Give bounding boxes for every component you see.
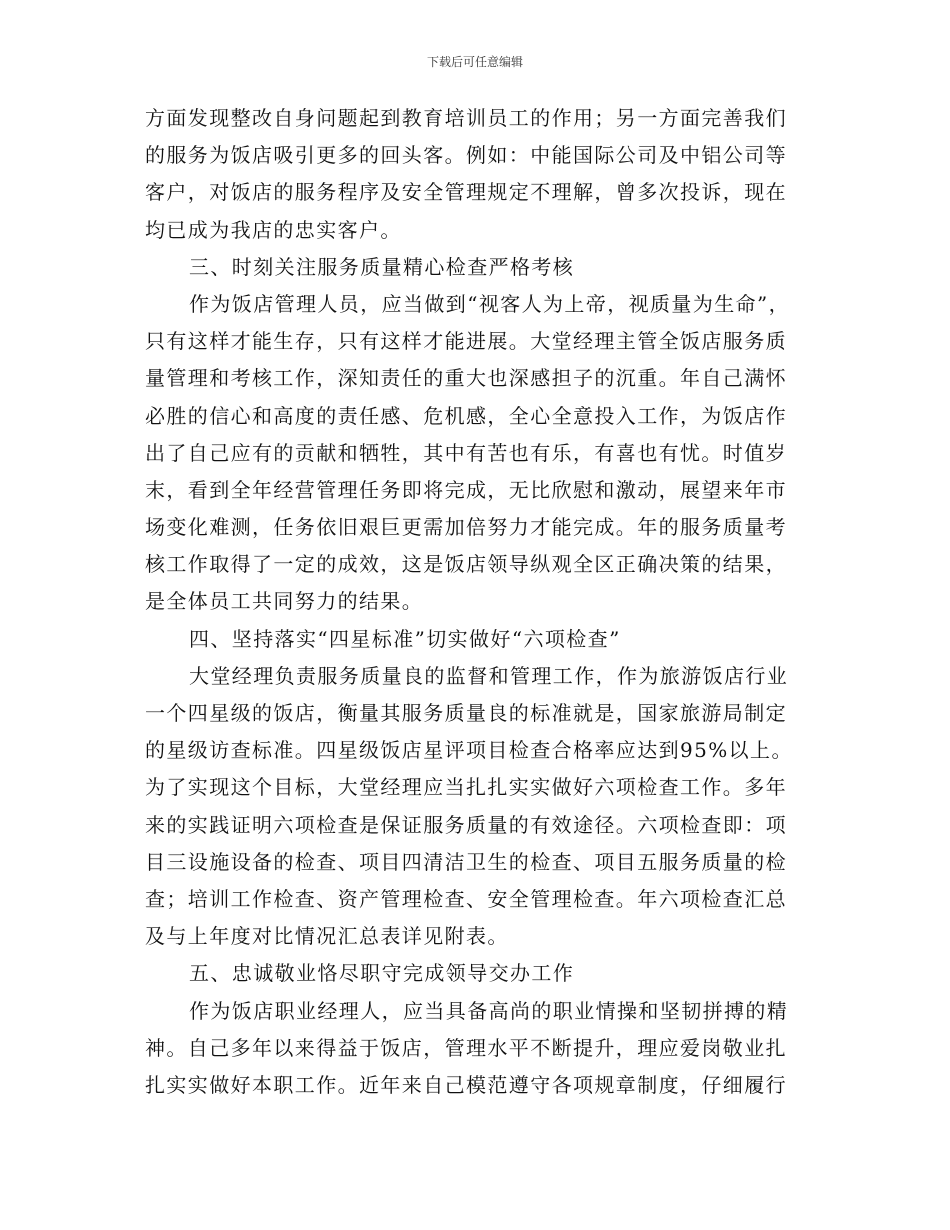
text-line: 客户，对饭店的服务程序及安全管理规定不理解，曾多次投诉，现在 bbox=[145, 180, 787, 205]
text-line: 作为饭店管理人员，应当做到“视客人为上帝，视质量为生命”， bbox=[189, 291, 791, 316]
text-line: 是全体员工共同努力的结果。 bbox=[145, 589, 424, 614]
text-line: 一个四星级的饭店，衡量其服务质量良的标准就是，国家旅游局制定 bbox=[145, 701, 787, 725]
text-line: 必胜的信心和高度的责任感、危机感，全心全意投入工作，为饭店作 bbox=[145, 403, 787, 428]
text-line: 的星级访查标准。四星级饭店星评项目检查合格率应达到95%以上。 bbox=[145, 738, 793, 763]
text-line: 方面发现整改自身问题起到教育培训员工的作用；另一方面完善我们 bbox=[145, 106, 787, 130]
text-line: 查；培训工作检查、资产管理检查、安全管理检查。年六项检查汇总 bbox=[145, 886, 787, 911]
text-line: 来的实践证明六项检查是保证服务质量的有效途径。六项检查即：项 bbox=[145, 812, 787, 837]
text-line: 出了自己应有的贡献和牺牲，其中有苦也有乐，有喜也有忧。时值岁 bbox=[145, 440, 787, 465]
text-line: 神。自己多年以来得益于饭店，管理水平不断提升，理应爱岗敬业扎 bbox=[145, 1035, 787, 1060]
text-line: 均已成为我店的忠实客户。 bbox=[145, 217, 402, 242]
text-line: 大堂经理负责服务质量良的监督和管理工作，作为旅游饭店行业 bbox=[189, 663, 789, 688]
text-line: 只有这样才能生存，只有这样才能进展。大堂经理主管全饭店服务质 bbox=[145, 329, 787, 354]
text-line: 作为饭店职业经理人，应当具备高尚的职业情操和坚韧拼搏的精 bbox=[189, 998, 789, 1023]
document-body bbox=[145, 100, 805, 1104]
text-line: 扎实实做好本职工作。近年来自己模范遵守各项规章制度，仔细履行 bbox=[145, 1072, 787, 1097]
text-line: 为了实现这个目标，大堂经理应当扎扎实实做好六项检查工作。多年 bbox=[145, 775, 787, 800]
text-line: 及与上年度对比情况汇总表详见附表。 bbox=[145, 924, 509, 949]
text-line: 三、时刻关注服务质量精心检查严格考核 bbox=[189, 254, 575, 279]
text-line: 量管理和考核工作，深知责任的重大也深感担子的沉重。年自己满怀 bbox=[145, 366, 787, 391]
text-line: 五、忠诚敬业恪尽职守完成领导交办工作 bbox=[189, 961, 575, 986]
text-line: 目三设施设备的检查、项目四清洁卫生的检查、项目五服务质量的检 bbox=[145, 849, 787, 874]
text-line: 核工作取得了一定的成效，这是饭店领导纵观全区正确决策的结果， bbox=[145, 552, 787, 577]
page-header: 下载后可任意编辑 bbox=[426, 55, 523, 69]
text-line: 四、坚持落实“四星标准”切实做好“六项检查” bbox=[189, 626, 621, 651]
text-line: 场变化难测，任务依旧艰巨更需加倍努力才能完成。年的服务质量考 bbox=[145, 515, 787, 540]
text-line: 末，看到全年经营管理任务即将完成，无比欣慰和激动，展望来年市 bbox=[145, 477, 787, 502]
text-line: 的服务为饭店吸引更多的回头客。例如：中能国际公司及中铝公司等 bbox=[145, 143, 787, 168]
